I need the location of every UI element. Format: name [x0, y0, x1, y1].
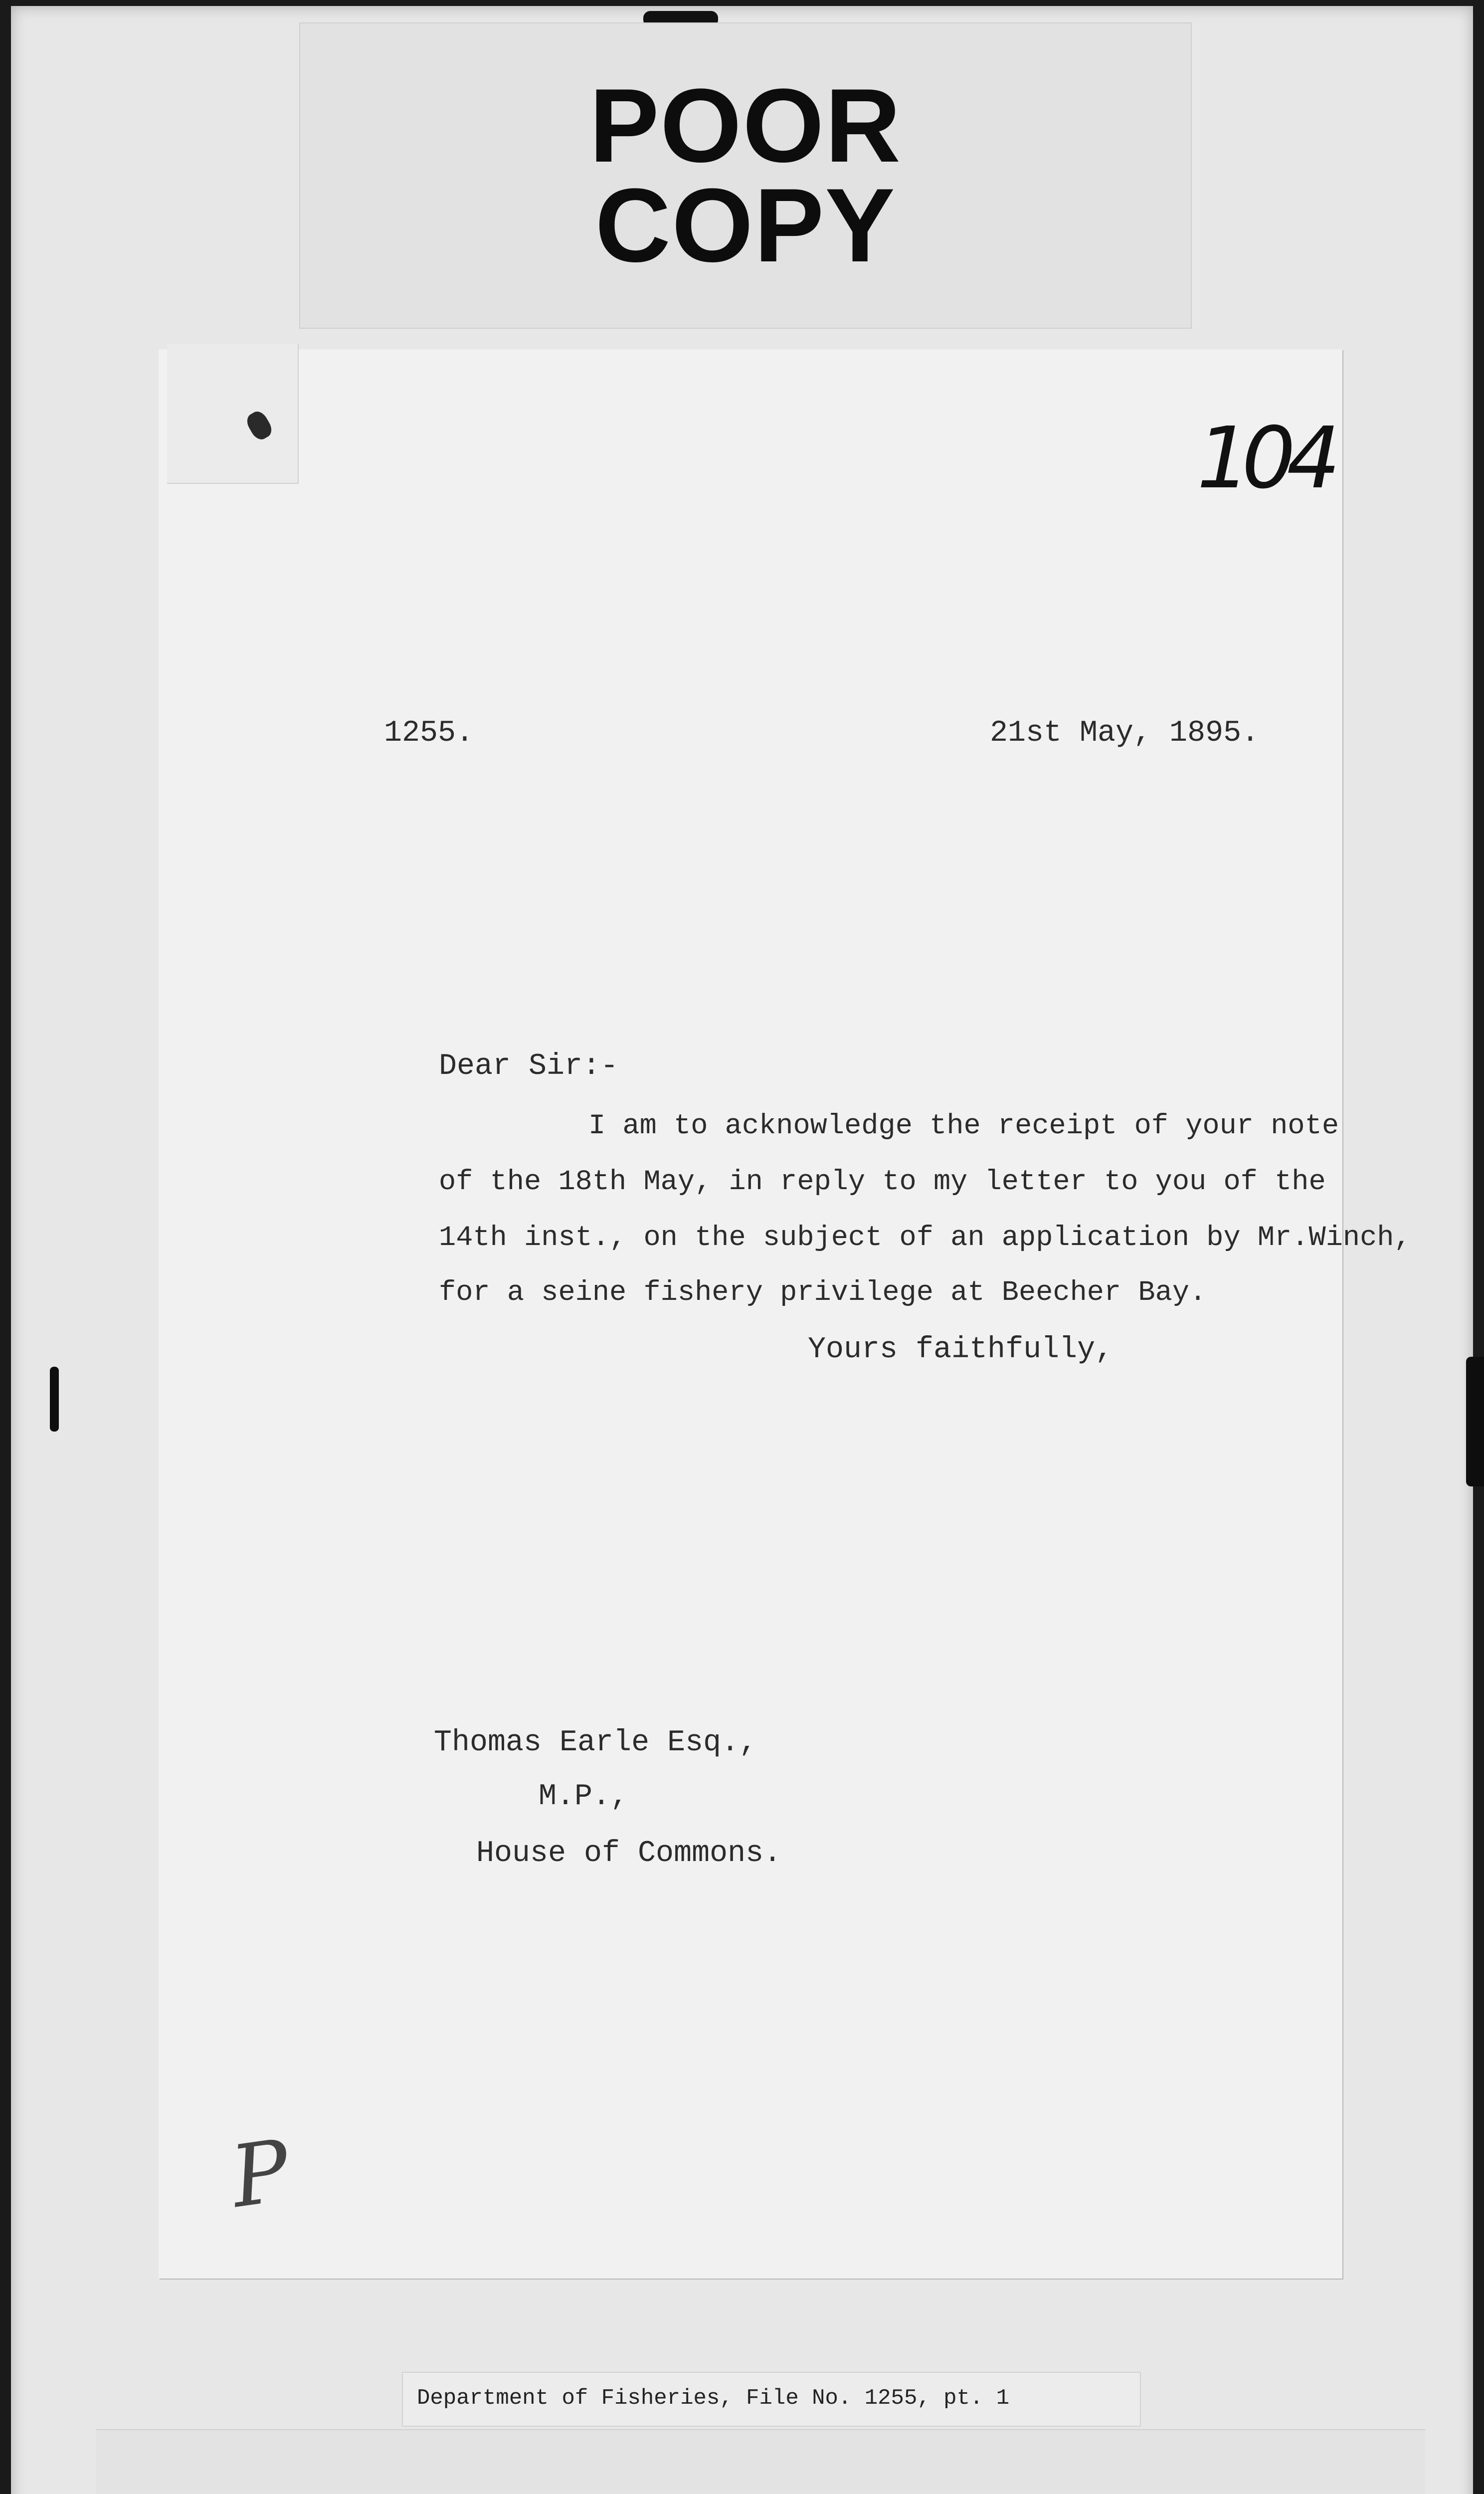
letter-page — [159, 349, 1342, 2279]
poor-copy-line-2: COPY — [595, 167, 896, 284]
closing: Yours faithfully, — [808, 1333, 1113, 1367]
poor-copy-stamp — [299, 22, 1192, 329]
corner-slip — [167, 344, 299, 484]
file-reference-label — [402, 2372, 1141, 2427]
letter-number: 1255. — [384, 716, 474, 750]
poor-copy-line-1: POOR — [589, 67, 902, 184]
body-line-4: for a seine fishery privilege at Beecher Bay. — [439, 1277, 1207, 1309]
public-archives-stamp — [96, 2429, 1425, 2494]
addressee-title: M.P., — [539, 1780, 629, 1814]
body-line-3: 14th inst., on the subject of an application by Mr.Winch, — [439, 1222, 1411, 1254]
body-line-2: of the 18th May, in reply to my letter to you of the — [439, 1166, 1326, 1198]
salutation: Dear Sir:- — [439, 1049, 619, 1083]
file-reference-text: Department of Fisheries, File No. 1255, pt. 1 — [417, 2386, 1010, 2411]
pencil-mark: P — [225, 2121, 296, 2227]
letter-date: 21st May, 1895. — [990, 716, 1260, 750]
right-edge-mark — [1466, 1357, 1484, 1486]
archives-line-english — [453, 2489, 1069, 2494]
folio-number: 104 — [1197, 409, 1332, 508]
addressee-place: House of Commons. — [476, 1837, 782, 1870]
addressee-name: Thomas Earle Esq., — [434, 1726, 757, 1760]
left-edge-mark — [50, 1367, 59, 1432]
body-line-1: I am to acknowledge the receipt of your note — [588, 1110, 1339, 1142]
